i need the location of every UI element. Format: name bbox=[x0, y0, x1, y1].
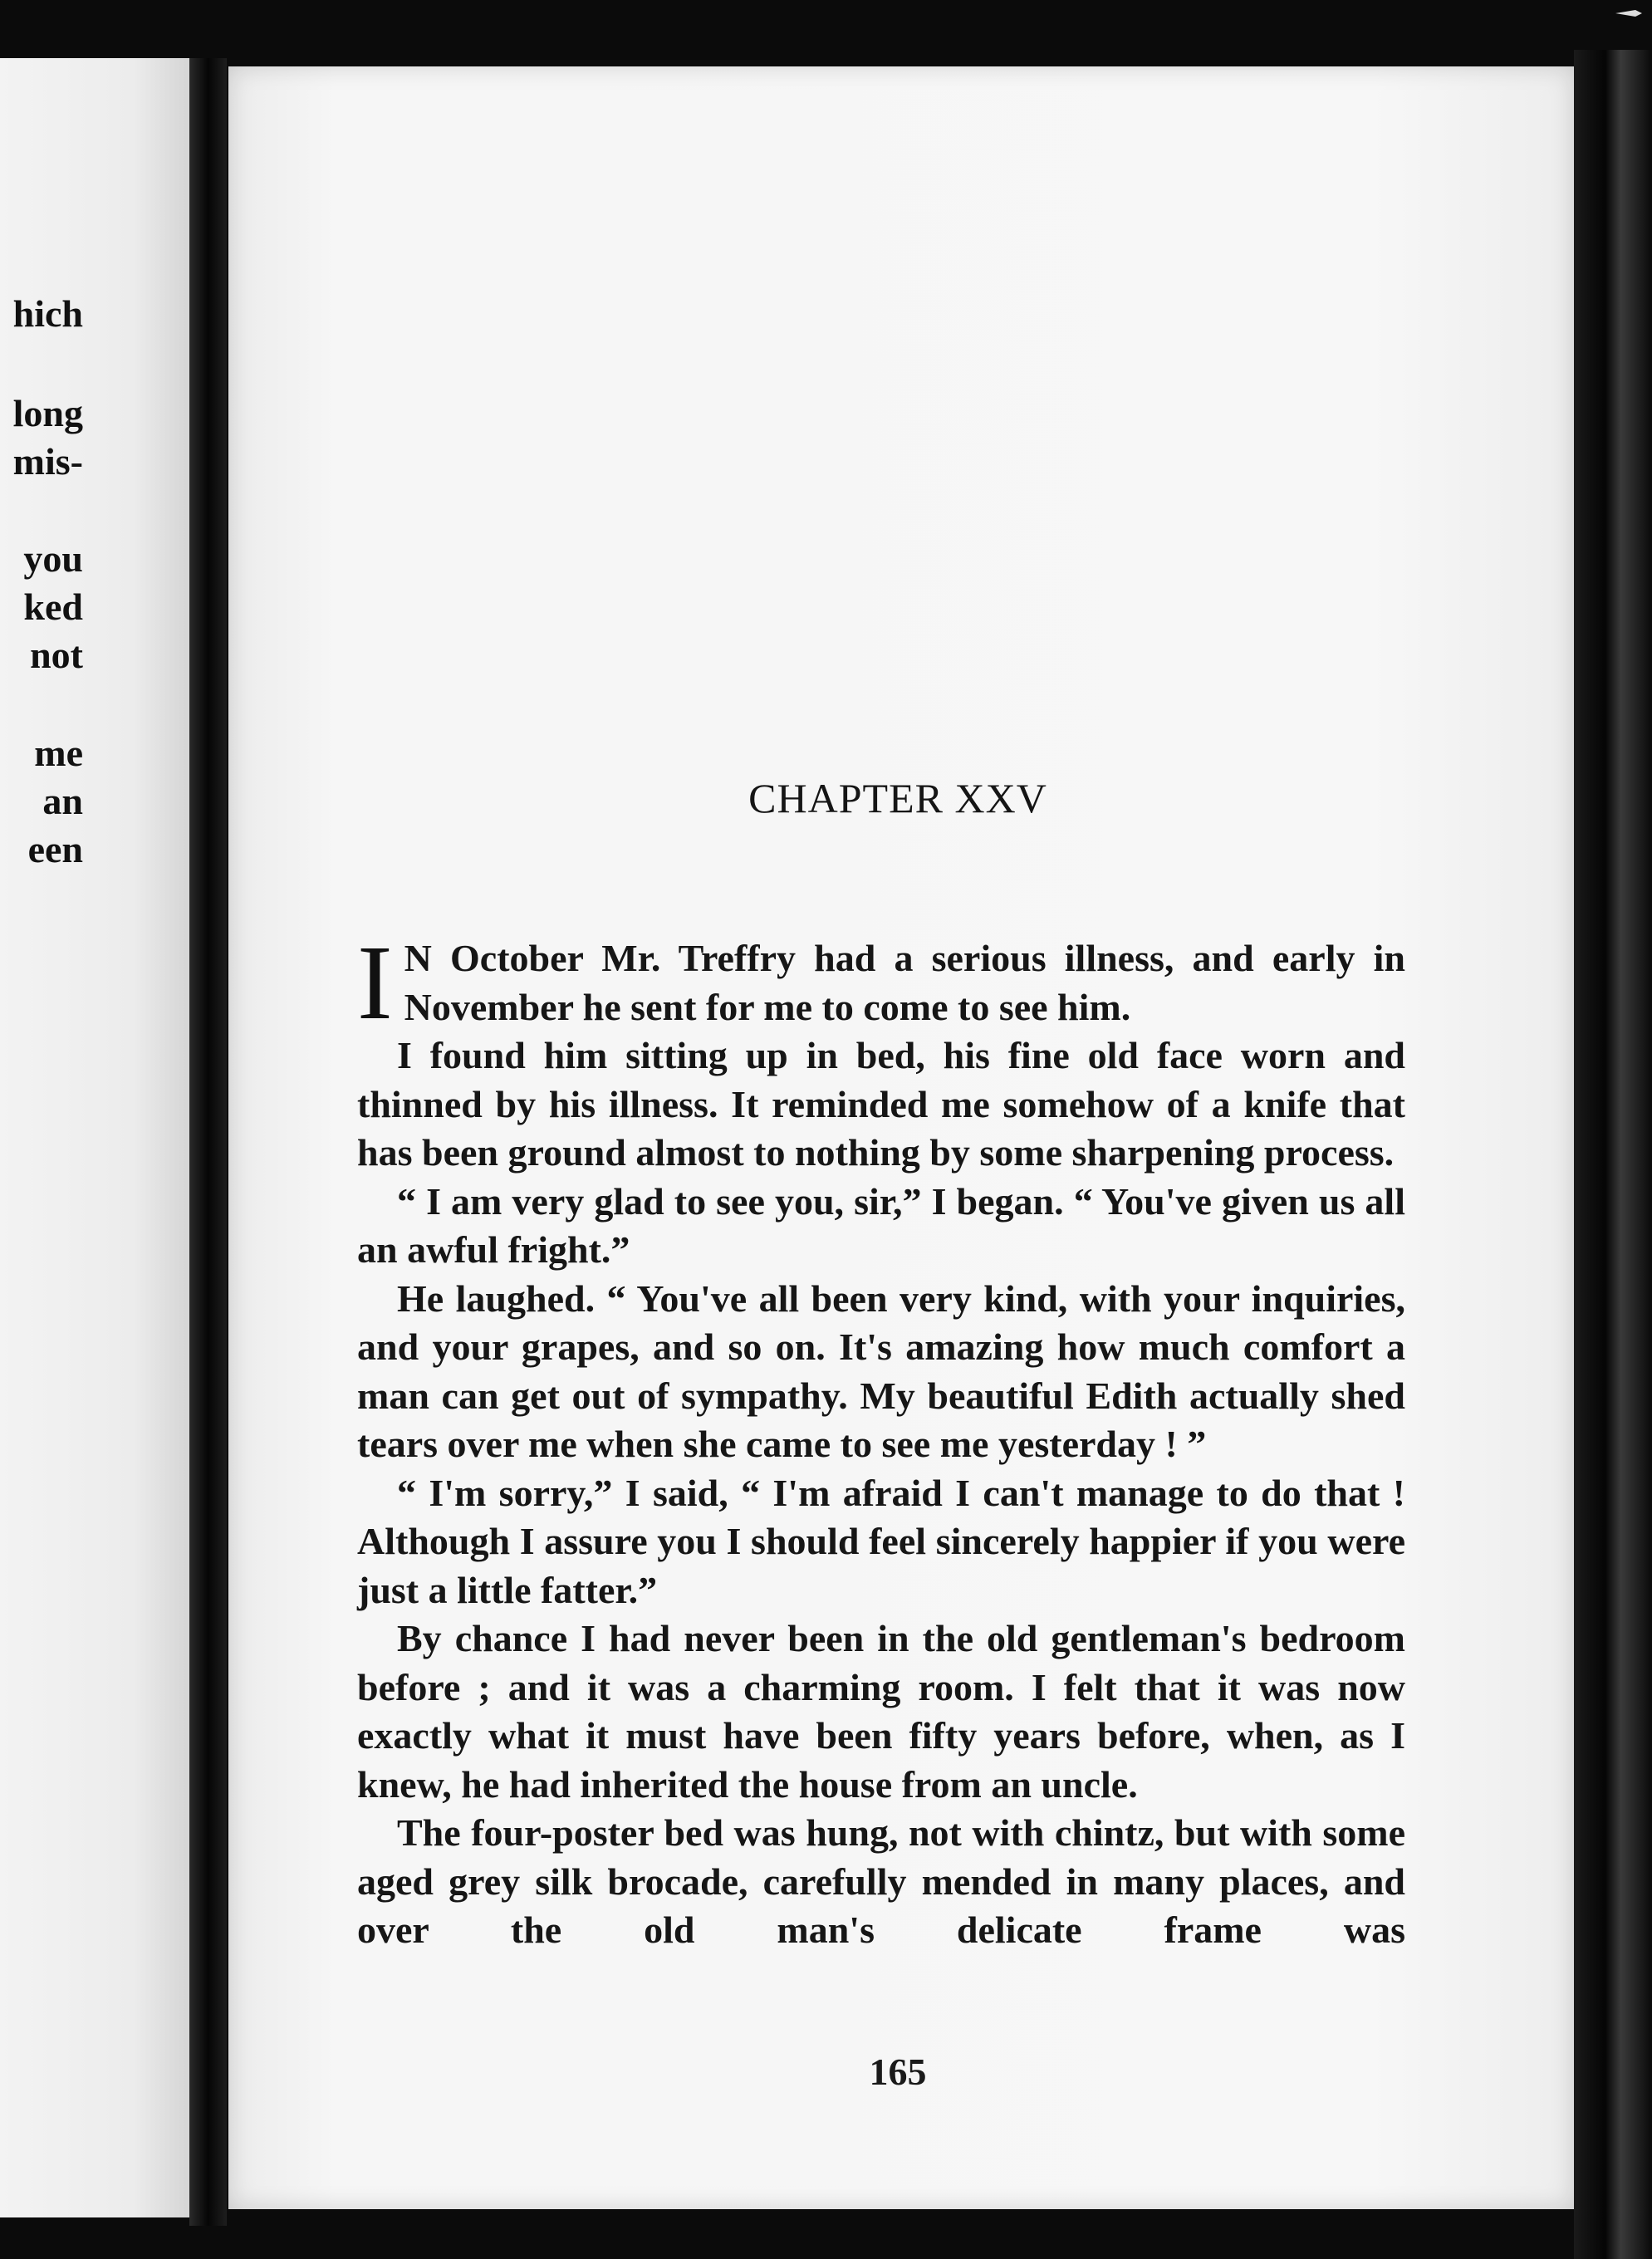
paragraph: I found him sitting up in bed, his fine old face worn and thinned by his illness. It reminded me somehow of a knife that has been ground almost to nothing by some sharpening process. bbox=[357, 1034, 1405, 1174]
book-gutter bbox=[189, 58, 227, 2226]
left-page-line: een bbox=[27, 828, 83, 870]
first-paragraph-text: N October Mr. Treffry had a serious illness, and early in November he sent for me to come to see him. bbox=[404, 937, 1405, 1028]
drop-cap: I bbox=[357, 924, 393, 1041]
book-cover-edge bbox=[1574, 50, 1652, 2259]
paragraph: “ I'm sorry,” I said, “ I'm afraid I can't manage to do that ! Although I assure you I should feel sincerely happier if you were just a little fatter.” bbox=[357, 1471, 1405, 1611]
scan-corner-mark-icon bbox=[1612, 5, 1645, 22]
chapter-title: CHAPTER XXV bbox=[748, 775, 1047, 821]
page-number: 165 bbox=[869, 2051, 927, 2093]
first-paragraph bbox=[357, 924, 1405, 1041]
paragraph: “ I am very glad to see you, sir,” I began. “ You've given us all an awful fright.” bbox=[357, 1179, 1405, 1271]
left-page-line: ked bbox=[23, 586, 83, 628]
chapter-body bbox=[357, 924, 1405, 1955]
book-page bbox=[228, 66, 1574, 2209]
left-page-line: you bbox=[23, 537, 83, 580]
left-page-line: an bbox=[42, 780, 83, 822]
paragraph: By chance I had never been in the old gentleman's bedroom before ; and it was a charming room. I felt that it was now exactly what it must have been fifty years before, when, as I knew, he had inherited the house from an uncle. bbox=[357, 1617, 1405, 1806]
left-page-line: me bbox=[34, 732, 83, 774]
left-page-line: not bbox=[30, 634, 83, 676]
left-facing-page bbox=[0, 58, 191, 2217]
left-page-line: long bbox=[12, 392, 83, 434]
paragraph: He laughed. “ You've all been very kind, with your inquiries, and your grapes, and so on. It's amazing how much comfort a man can get out of sympathy. My beautiful Edith actually shed tears over me when she came to see me yesterday ! ” bbox=[357, 1277, 1405, 1465]
left-page-line: mis- bbox=[12, 440, 83, 483]
paragraph: The four-poster bed was hung, not with chintz, but with some aged grey silk brocade, carefully mended in many places, and over the old man's delicate frame was bbox=[357, 1811, 1405, 1951]
left-page-line: hich bbox=[12, 292, 83, 335]
